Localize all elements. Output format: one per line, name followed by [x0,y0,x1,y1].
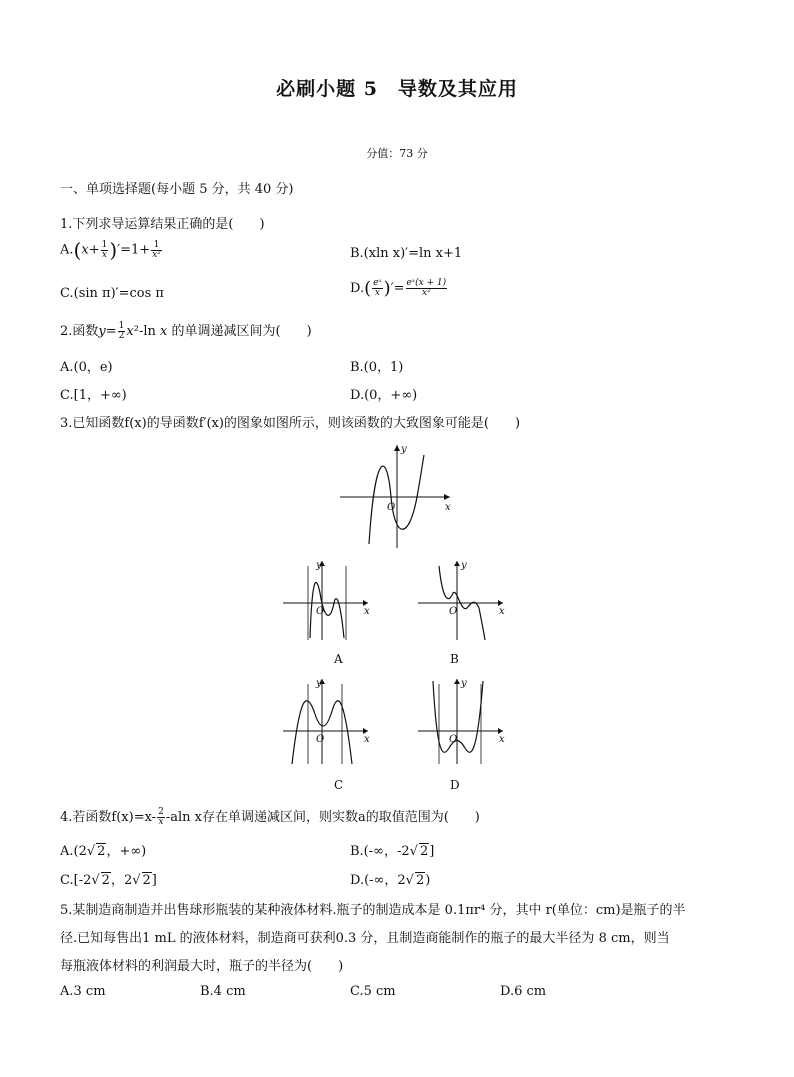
q5-line1: 5.某制造商制造并出售球形瓶装的某种液体材料.瓶子的制造成本是 0.1πr⁴ 分，其中 r(单位：cm)是瓶子的半 [60,903,686,918]
c-axis-x-label: x [364,734,370,745]
q4-b-root: 2 [419,844,429,859]
q4-c-root: 2 [101,873,110,888]
q1-d-label: D. [350,281,365,296]
d-axis-y-label: y [461,678,467,689]
label-a: A [334,652,343,666]
q1-stem: 1.下列求导运算结果正确的是( ) [60,217,265,232]
q4-stem: 4.若函数f(x)=x- $\frac{2}{x}$ -aln x存在单调递减区间，则实数a的取值范围为( ) [60,807,480,827]
q2-option-d: D.(0，+∞) [350,388,418,403]
d-origin-label: O [449,734,458,745]
a-origin-label: O [316,606,325,617]
q4-a-post: ，+∞) [106,844,147,859]
q4-option-b: B.(-∞，-2√ 2] [350,844,435,859]
c-axis-y-label: y [316,678,322,689]
score-label: 分值：73 分 [366,147,428,160]
q2-option-a: A.(0，e) [60,360,113,375]
option-c-graph [280,676,375,766]
q1-option-b: B.(xln x)′=ln x+1 [350,246,463,261]
q4-d-post: ) [425,873,431,888]
q4-b-pre: B.(-∞，-2 [350,844,410,859]
b-axis-y-label: y [461,560,467,571]
d-axis-x-label: x [499,734,505,745]
q4-stem-pre: 4.若函数f(x)=x- [60,810,157,825]
q5-option-b: B.4 cm [200,984,246,999]
q4-c-root2: 2 [142,873,151,888]
b-origin-label: O [449,606,458,617]
q4-option-d: D.(-∞，2√ 2) [350,873,431,888]
b-axis-x-label: x [499,606,505,617]
option-a-graph [280,558,375,643]
q5-line3: 每瓶液体材料的利润最大时，瓶子的半径为( ) [60,959,344,974]
q4-c-pre: C.[-2 [60,873,92,888]
q5-option-a: A.3 cm [60,984,106,999]
main-axis-x-label: x [445,502,451,513]
label-b: B [450,652,459,666]
q4-stem-post: -aln x存在单调递减区间，则实数a的取值范围为( ) [165,810,480,825]
q4-b-post: ] [429,844,435,859]
c-origin-label: O [316,734,325,745]
q5-option-c: C.5 cm [350,984,396,999]
q4-c-post: ] [151,873,157,888]
q4-a-pre: A.(2 [60,844,87,859]
q2-option-b: B.(0，1) [350,360,404,375]
q4-c-mid: ，2 [110,873,133,888]
q1-a-label: A. [60,242,74,258]
option-b-graph [415,558,510,643]
q4-option-a: A.(2√ 2，+∞) [60,844,147,859]
main-origin-label: O [387,502,396,513]
q4-d-pre: D.(-∞，2 [350,873,406,888]
a-axis-y-label: y [316,560,322,571]
q2-stem-pre: 2.函数 [60,324,99,339]
q4-option-c: C.[-2√ 2，2√ 2] [60,873,157,888]
q3-stem: 3.已知函数f(x)的导函数f′(x)的图象如图所示，则该函数的大致图象可能是( ) [60,416,521,431]
q1-option-d: D.( $\frac{\text{eˣ}}{x}$ )′= $\frac{\text{eˣ(x + 1)}}{\text{x²}}$ [350,278,447,299]
q1-option-a: A.(x+ $\frac{1}{x}$ )′=1+ $\frac{1}{\text{x²}}$ [60,238,161,262]
a-axis-x-label: x [364,606,370,617]
q2-option-c: C.[1，+∞) [60,388,127,403]
derivative-graph [335,440,460,550]
option-d-graph [415,676,510,766]
page-title: 必刷小题 5 导数及其应用 [276,78,518,100]
q4-d-root: 2 [415,873,425,888]
q2-stem-post: 的单调递减区间为( ) [171,324,312,339]
q2-stem: 2.函数y= $\frac{1}{2}$ x²-ln x 的单调递减区间为( ) [60,321,312,341]
q1-option-c: C.(sin π)′=cos π [60,286,164,301]
main-axis-y-label: y [401,444,407,455]
q5-option-d: D.6 cm [500,984,547,999]
q5-line2: 径.已知每售出1 mL 的液体材料，制造商可获利0.3 分，且制造商能制作的瓶子的最大半径为 8 cm，则当 [60,931,670,946]
q4-a-root: 2 [97,844,106,859]
label-c: C [334,778,344,792]
section-heading: 一、单项选择题(每小题 5 分，共 40 分) [60,182,294,197]
label-d: D [450,778,460,792]
